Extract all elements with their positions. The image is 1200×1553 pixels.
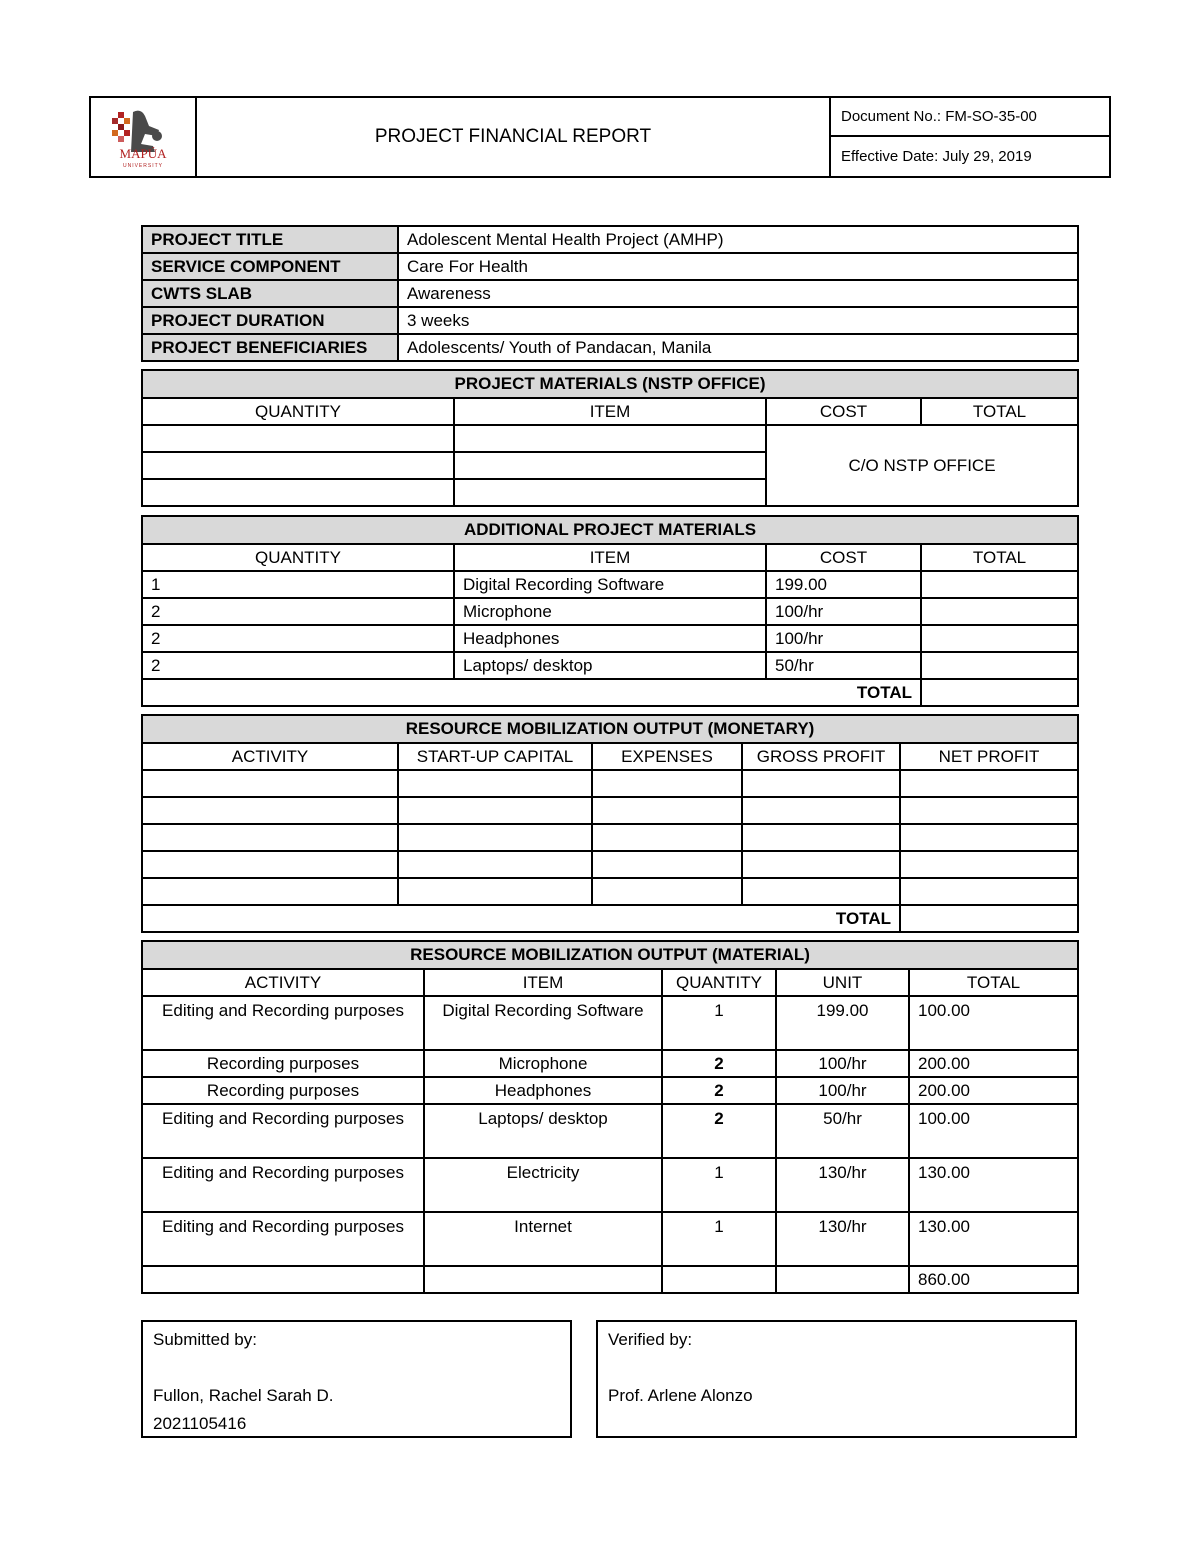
column-header: ITEM: [454, 398, 766, 425]
item-cell: Laptops/ desktop: [454, 652, 766, 679]
activity-cell: Editing and Recording purposes: [142, 1212, 424, 1266]
unit-cell: 100/hr: [776, 1077, 909, 1104]
activity-cell: Editing and Recording purposes: [142, 1158, 424, 1212]
table-row: [142, 797, 1078, 824]
column-header: EXPENSES: [592, 743, 742, 770]
material-output-table: [141, 940, 1079, 1294]
table-row: [142, 851, 1078, 878]
column-header-row: [142, 969, 1078, 996]
column-header: ACTIVITY: [142, 969, 424, 996]
activity-cell: [142, 824, 398, 851]
item-cell: [454, 479, 766, 506]
cost-cell: 100/hr: [766, 598, 921, 625]
activity-cell: Recording purposes: [142, 1077, 424, 1104]
column-header: QUANTITY: [142, 398, 454, 425]
activity-cell: Editing and Recording purposes: [142, 996, 424, 1050]
gross-profit-cell: [742, 797, 900, 824]
table-row: [142, 598, 1078, 625]
total-label: TOTAL: [142, 679, 921, 706]
total-cell: [921, 598, 1078, 625]
quantity-cell: [142, 479, 454, 506]
submitted-by-name: Fullon, Rachel Sarah D.: [153, 1386, 334, 1405]
gross-profit-cell: [742, 770, 900, 797]
section-title: ADDITIONAL PROJECT MATERIALS: [142, 516, 1078, 544]
quantity-cell: 2: [662, 1050, 776, 1077]
quantity-cell: 2: [662, 1077, 776, 1104]
unit-cell: 50/hr: [776, 1104, 909, 1158]
total-cell: 200.00: [909, 1077, 1078, 1104]
activity-cell: [142, 1266, 424, 1293]
submitted-by-label: Submitted by:: [153, 1330, 257, 1349]
document-number: Document No.: FM-SO-35-00: [831, 98, 1109, 137]
capital-cell: [398, 878, 592, 905]
net-profit-cell: [900, 824, 1078, 851]
total-cell: 130.00: [909, 1212, 1078, 1266]
unit-cell: 100/hr: [776, 1050, 909, 1077]
net-profit-cell: [900, 851, 1078, 878]
total-value: [921, 679, 1078, 706]
item-cell: Electricity: [424, 1158, 662, 1212]
unit-cell: 199.00: [776, 996, 909, 1050]
nstp-materials-table: [141, 369, 1079, 507]
unit-cell: [776, 1266, 909, 1293]
column-header: ITEM: [424, 969, 662, 996]
column-header: GROSS PROFIT: [742, 743, 900, 770]
item-cell: Microphone: [454, 598, 766, 625]
column-header: TOTAL: [921, 544, 1078, 571]
item-cell: [424, 1266, 662, 1293]
quantity-cell: [142, 452, 454, 479]
column-header: COST: [766, 544, 921, 571]
project-info-table: [141, 225, 1079, 362]
column-header: START-UP CAPITAL: [398, 743, 592, 770]
table-row: [142, 280, 1078, 307]
table-row: [142, 307, 1078, 334]
section-title: RESOURCE MOBILIZATION OUTPUT (MONETARY): [142, 715, 1078, 743]
verified-by-name: Prof. Arlene Alonzo: [608, 1386, 753, 1405]
info-label: SERVICE COMPONENT: [142, 253, 398, 280]
info-value: Care For Health: [398, 253, 1078, 280]
gross-profit-cell: [742, 824, 900, 851]
table-row: [142, 571, 1078, 598]
section-title: RESOURCE MOBILIZATION OUTPUT (MATERIAL): [142, 941, 1078, 969]
grand-total: 860.00: [909, 1266, 1078, 1293]
quantity-cell: [142, 425, 454, 452]
total-row: [142, 1266, 1078, 1293]
logo-text: MAPÚA: [119, 146, 167, 161]
info-label: CWTS SLAB: [142, 280, 398, 307]
info-label: PROJECT BENEFICIARIES: [142, 334, 398, 361]
total-cell: 200.00: [909, 1050, 1078, 1077]
quantity-cell: 1: [662, 1158, 776, 1212]
verified-by-box: [596, 1320, 1077, 1438]
column-header: ACTIVITY: [142, 743, 398, 770]
additional-materials-table: [141, 515, 1079, 707]
quantity-cell: 1: [662, 996, 776, 1050]
column-header: QUANTITY: [142, 544, 454, 571]
column-header-row: [142, 398, 1078, 425]
cost-cell: 50/hr: [766, 652, 921, 679]
item-cell: [454, 452, 766, 479]
info-label: PROJECT DURATION: [142, 307, 398, 334]
expenses-cell: [592, 824, 742, 851]
capital-cell: [398, 824, 592, 851]
total-cell: [921, 571, 1078, 598]
expenses-cell: [592, 851, 742, 878]
table-row: [142, 625, 1078, 652]
table-row: [142, 425, 1078, 452]
activity-cell: Recording purposes: [142, 1050, 424, 1077]
column-header-row: [142, 544, 1078, 571]
logo-subtext: UNIVERSITY: [122, 163, 164, 169]
submitted-by-box: [141, 1320, 572, 1438]
net-profit-cell: [900, 878, 1078, 905]
info-value: 3 weeks: [398, 307, 1078, 334]
table-row: [142, 334, 1078, 361]
table-row: [142, 996, 1078, 1050]
info-value: Adolescents/ Youth of Pandacan, Manila: [398, 334, 1078, 361]
item-cell: Headphones: [454, 625, 766, 652]
quantity-cell: 2: [142, 652, 454, 679]
info-label: PROJECT TITLE: [142, 226, 398, 253]
item-cell: [454, 425, 766, 452]
info-value: Adolescent Mental Health Project (AMHP): [398, 226, 1078, 253]
net-profit-cell: [900, 770, 1078, 797]
quantity-cell: 1: [662, 1212, 776, 1266]
total-cell: 100.00: [909, 1104, 1078, 1158]
total-cell: [921, 625, 1078, 652]
report-title: PROJECT FINANCIAL REPORT: [197, 98, 831, 176]
column-header-row: [142, 743, 1078, 770]
column-header: QUANTITY: [662, 969, 776, 996]
item-cell: Internet: [424, 1212, 662, 1266]
table-row: [142, 878, 1078, 905]
nstp-note: C/O NSTP OFFICE: [766, 425, 1078, 506]
column-header: NET PROFIT: [900, 743, 1078, 770]
effective-date: Effective Date: July 29, 2019: [841, 148, 1032, 165]
quantity-cell: 1: [142, 571, 454, 598]
column-header: UNIT: [776, 969, 909, 996]
quantity-cell: 2: [142, 598, 454, 625]
net-profit-cell: [900, 797, 1078, 824]
expenses-cell: [592, 797, 742, 824]
item-cell: Headphones: [424, 1077, 662, 1104]
table-row: [142, 652, 1078, 679]
total-row: [142, 679, 1078, 706]
activity-cell: [142, 797, 398, 824]
table-row: [142, 226, 1078, 253]
expenses-cell: [592, 878, 742, 905]
activity-cell: [142, 851, 398, 878]
column-header: COST: [766, 398, 921, 425]
total-value: [900, 905, 1078, 932]
gross-profit-cell: [742, 878, 900, 905]
capital-cell: [398, 851, 592, 878]
activity-cell: [142, 878, 398, 905]
cost-cell: 100/hr: [766, 625, 921, 652]
section-title: PROJECT MATERIALS (NSTP OFFICE): [142, 370, 1078, 398]
submitted-by-id: 2021105416: [153, 1414, 247, 1433]
expenses-cell: [592, 770, 742, 797]
quantity-cell: 2: [142, 625, 454, 652]
column-header: ITEM: [454, 544, 766, 571]
total-cell: 100.00: [909, 996, 1078, 1050]
table-row: [142, 824, 1078, 851]
logo-cell: [91, 98, 197, 176]
total-row: [142, 905, 1078, 932]
gross-profit-cell: [742, 851, 900, 878]
document-header: [89, 96, 1111, 178]
cost-cell: 199.00: [766, 571, 921, 598]
info-value: Awareness: [398, 280, 1078, 307]
item-cell: Digital Recording Software: [424, 996, 662, 1050]
verified-by-label: Verified by:: [608, 1330, 693, 1349]
quantity-cell: 2: [662, 1104, 776, 1158]
table-row: [142, 1104, 1078, 1158]
monetary-output-table: [141, 714, 1079, 933]
university-logo-icon: [91, 98, 197, 176]
activity-cell: Editing and Recording purposes: [142, 1104, 424, 1158]
capital-cell: [398, 770, 592, 797]
table-row: [142, 1077, 1078, 1104]
table-row: [142, 1158, 1078, 1212]
table-row: [142, 253, 1078, 280]
item-cell: Digital Recording Software: [454, 571, 766, 598]
total-cell: [921, 652, 1078, 679]
table-row: [142, 1212, 1078, 1266]
item-cell: Laptops/ desktop: [424, 1104, 662, 1158]
unit-cell: 130/hr: [776, 1212, 909, 1266]
column-header: TOTAL: [909, 969, 1078, 996]
table-row: [142, 1050, 1078, 1077]
total-cell: 130.00: [909, 1158, 1078, 1212]
column-header: TOTAL: [921, 398, 1078, 425]
quantity-cell: [662, 1266, 776, 1293]
activity-cell: [142, 770, 398, 797]
capital-cell: [398, 797, 592, 824]
item-cell: Microphone: [424, 1050, 662, 1077]
total-label: TOTAL: [142, 905, 900, 932]
unit-cell: 130/hr: [776, 1158, 909, 1212]
table-row: [142, 770, 1078, 797]
